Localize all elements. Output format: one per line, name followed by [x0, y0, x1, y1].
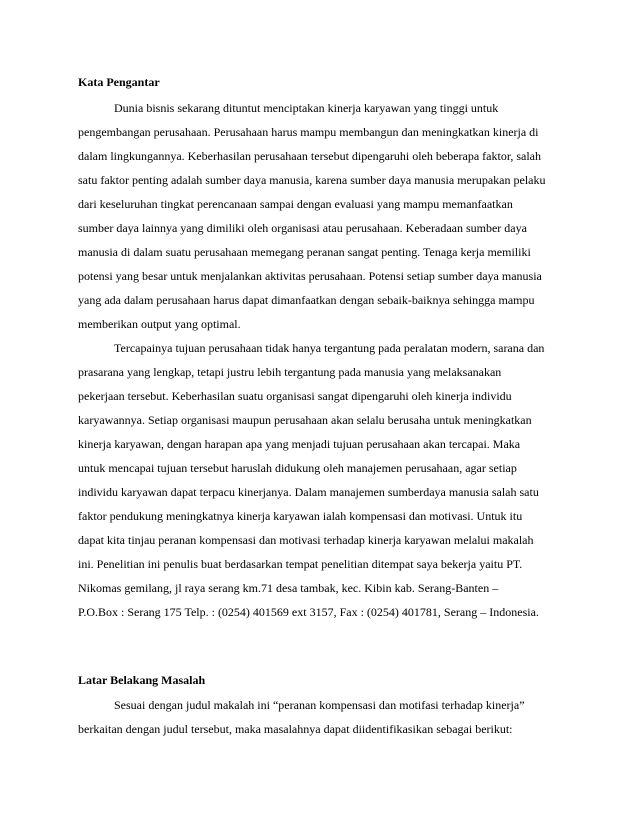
section-heading-kata-pengantar: Kata Pengantar [78, 75, 160, 89]
paragraph-line: dalam lingkungannya. Keberhasilan perusahaan tersebut dipengaruhi oleh beberapa faktor, salah [78, 149, 542, 163]
paragraph-line: untuk mencapai tujuan tersebut haruslah didukung oleh manajemen perusahaan, agar setiap [78, 461, 517, 475]
paragraph-line: kinerja karyawan, dengan harapan apa yang menjadi tujuan perusahaan akan tercapai. Maka [78, 437, 521, 451]
paragraph-line: yang ada dalam perusahaan harus dapat dimanfaatkan dengan sebaik-baiknya sehingga mampu [78, 293, 535, 307]
paragraph-line: Tercapainya tujuan perusahaan tidak hanya tergantung pada peralatan modern, sarana dan [114, 341, 545, 355]
paragraph-line: karyawannya. Setiap organisasi maupun perusahaan akan selalu berusaha untuk meningkatkan [78, 413, 532, 427]
paragraph-line: pekerjaan tersebut. Keberhasilan suatu organisasi sangat dipengaruhi oleh kinerja individu [78, 389, 512, 403]
section-heading-latar-belakang: Latar Belakang Masalah [78, 673, 206, 687]
paragraph-line: dapat kita tinjau peranan kompensasi dan motivasi terhadap kinerja karyawan melalui makalah [78, 533, 534, 547]
paragraph-line: ini. Penelitian ini penulis buat berdasarkan tempat penelitian ditempat saya bekerja yaitu PT. [78, 557, 523, 571]
paragraph-line: berkaitan dengan judul tersebut, maka masalahnya dapat diidentifikasikan sebagai berikut: [78, 722, 513, 736]
paragraph-line: memberikan output yang optimal. [78, 317, 241, 331]
paragraph-line: sumber daya lainnya yang dimiliki oleh organisasi atau perusahaan. Keberadaan sumber daya [78, 221, 527, 235]
paragraph-line: Nikomas gemilang, jl raya serang km.71 desa tambak, kec. Kibin kab. Serang-Banten – [78, 581, 499, 595]
paragraph-line: dari keseluruhan tingkat perencanaan sampai dengan evaluasi yang mampu memanfaatkan [78, 197, 513, 211]
paragraph-line: manusia di dalam suatu perusahaan memegang peranan sangat penting. Tenaga kerja memiliki [78, 245, 531, 259]
paragraph-line: individu karyawan dapat terpacu kinerjanya. Dalam manajemen sumberdaya manusia salah satu [78, 485, 539, 499]
paragraph-line: pengembangan perusahaan. Perusahaan harus mampu membangun dan meningkatkan kinerja di [78, 125, 539, 139]
paragraph-line: faktor pendukung meningkatnya kinerja karyawan ialah kompensasi dan motivasi. Untuk itu [78, 509, 523, 523]
paragraph-line: Dunia bisnis sekarang dituntut menciptakan kinerja karyawan yang tinggi untuk [114, 101, 499, 115]
paragraph-line: P.O.Box : Serang 175 Telp. : (0254) 401569 ext 3157, Fax : (0254) 401781, Serang – Indonesia. [78, 605, 539, 619]
paragraph-line: prasarana yang lengkap, tetapi justru lebih tergantung pada manusia yang melaksanakan [78, 365, 502, 379]
paragraph-line: potensi yang besar untuk menjalankan aktivitas perusahaan. Potensi setiap sumber daya manusia [78, 269, 542, 283]
paragraph-line: Sesuai dengan judul makalah ini “peranan kompensasi dan motifasi terhadap kinerja” [114, 698, 525, 712]
paragraph-line: satu faktor penting adalah sumber daya manusia, karena sumber daya manusia merupakan pelaku [78, 173, 546, 187]
